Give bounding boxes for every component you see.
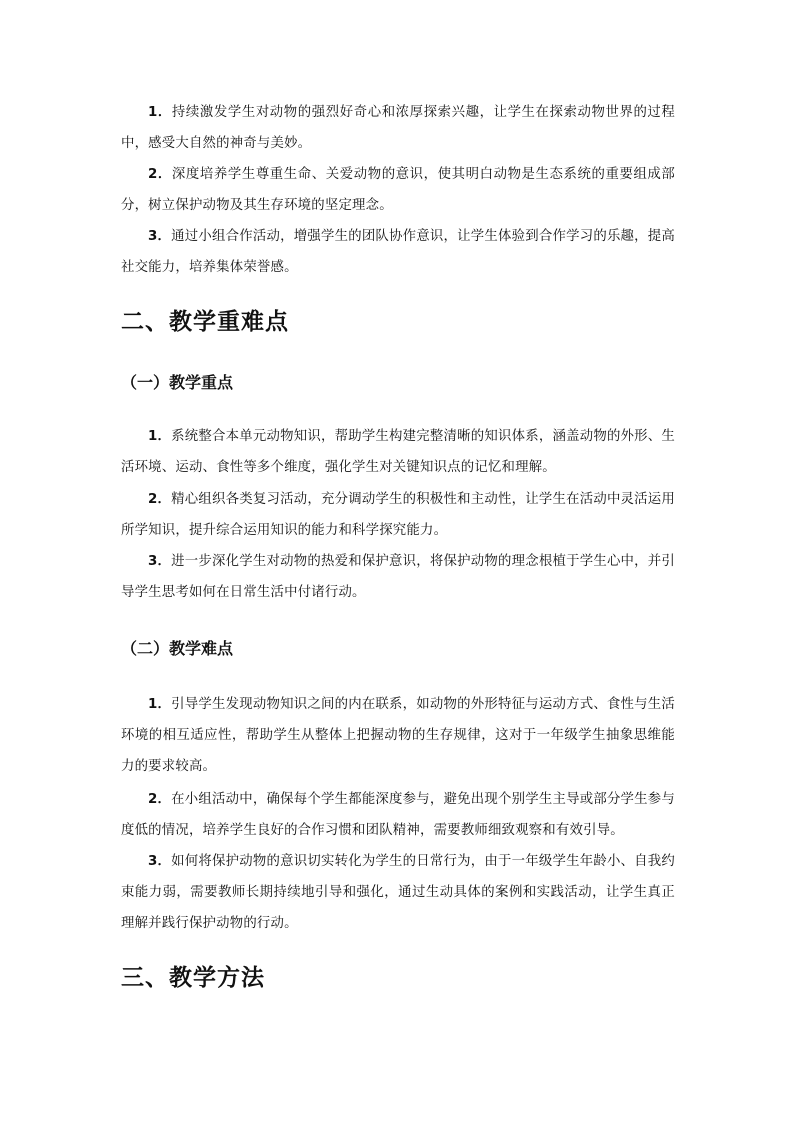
difficulty-item-1 <box>121 689 675 782</box>
section-3-heading: 三、教学方法 <box>121 965 265 991</box>
difficulty-item-1-number: 1． <box>148 697 172 712</box>
difficulty-item-1-text: 引导学生发现动物知识之间的内在联系，如动物的外形特征与运动方式、食性与生活环境的相互适应性，帮助学生从整体上把握动物的生存规律，这对于一年级学生抽象思维能力的要求较高。 <box>121 697 675 774</box>
key-point-item-1-number: 1． <box>148 429 172 444</box>
goal-item-2-number: 2． <box>148 167 172 182</box>
goal-item-1 <box>121 97 675 159</box>
key-point-item-2 <box>121 484 675 546</box>
goal-item-2-text: 深度培养学生尊重生命、关爱动物的意识，使其明白动物是生态系统的重要组成部分，树立保护动物及其生存环境的坚定理念。 <box>121 167 676 213</box>
goal-item-3-number: 3． <box>148 229 172 244</box>
key-point-item-2-text: 精心组织各类复习活动，充分调动学生的积极性和主动性，让学生在活动中灵活运用所学知识，提升综合运用知识的能力和科学探究能力。 <box>121 492 675 538</box>
key-point-item-1 <box>121 421 675 483</box>
difficulty-item-2 <box>121 784 675 846</box>
difficulties-heading: （二）教学难点 <box>121 639 234 658</box>
key-point-item-2-number: 2． <box>148 492 172 507</box>
key-point-item-3-text: 进一步深化学生对动物的热爱和保护意识，将保护动物的理念根植于学生心中，并引导学生思考如何在日常生活中付诸行动。 <box>121 554 675 600</box>
difficulty-item-3-number: 3． <box>148 854 172 869</box>
difficulty-item-3 <box>121 846 675 939</box>
goal-item-2 <box>121 159 675 221</box>
key-point-item-1-text: 系统整合本单元动物知识，帮助学生构建完整清晰的知识体系，涵盖动物的外形、生活环境、运动、食性等多个维度，强化学生对关键知识点的记忆和理解。 <box>121 429 675 475</box>
key-point-item-3 <box>121 546 675 608</box>
key-points-heading: （一）教学重点 <box>121 373 234 392</box>
difficulty-item-2-number: 2． <box>148 792 172 807</box>
key-point-item-3-number: 3． <box>148 554 172 569</box>
goal-item-3-text: 通过小组合作活动，增强学生的团队协作意识，让学生体验到合作学习的乐趣，提高社交能力，培养集体荣誉感。 <box>121 229 675 275</box>
difficulty-item-2-text: 在小组活动中，确保每个学生都能深度参与，避免出现个别学生主导或部分学生参与度低的情况，培养学生良好的合作习惯和团队精神，需要教师细致观察和有效引导。 <box>121 792 675 838</box>
goal-item-1-number: 1． <box>148 105 172 120</box>
difficulty-item-3-text: 如何将保护动物的意识切实转化为学生的日常行为，由于一年级学生年龄小、自我约束能力弱，需要教师长期持续地引导和强化，通过生动具体的案例和实践活动，让学生真正理解并践行保护动物的行动。 <box>121 854 675 931</box>
goal-item-1-text: 持续激发学生对动物的强烈好奇心和浓厚探索兴趣，让学生在探索动物世界的过程中，感受大自然的神奇与美妙。 <box>121 105 676 151</box>
section-2-heading: 二、教学重难点 <box>121 309 289 335</box>
goal-item-3 <box>121 221 675 283</box>
